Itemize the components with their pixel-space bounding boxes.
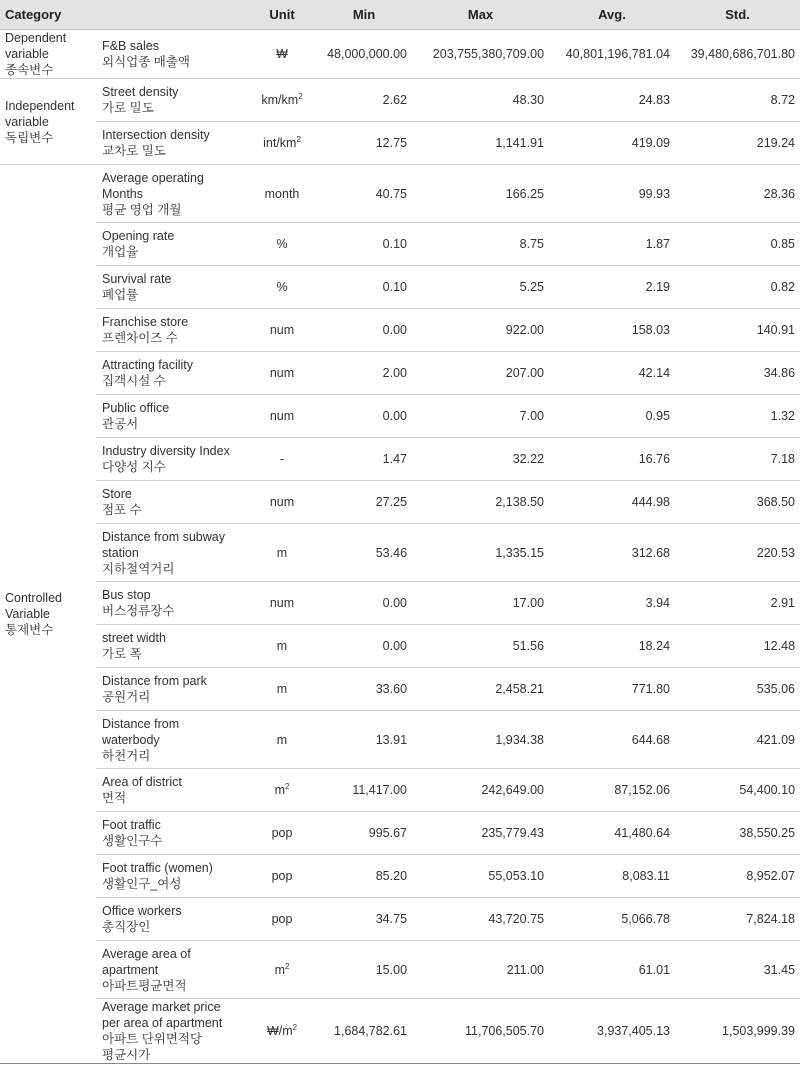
unit-text: int/km [263, 136, 297, 150]
variable-name-kr: 아파트 단위면적당 평균시가 [102, 1032, 203, 1062]
unit-cell [248, 582, 316, 625]
variable-name-en: Franchise store [102, 315, 189, 329]
min-value: 53.46 [316, 524, 412, 582]
max-value: 1,934.38 [412, 711, 549, 769]
unit-cell [248, 438, 316, 481]
unit-cell [248, 481, 316, 524]
avg-value: 0.95 [549, 395, 675, 438]
category-label-en: Independent [5, 98, 75, 113]
table-row [0, 582, 800, 625]
variable-name-en: Average operating [102, 170, 204, 185]
header-min: Min [316, 0, 412, 30]
category-label-kr: 종속변수 [5, 63, 54, 77]
unit-text: month [264, 186, 300, 201]
unit-superscript: 2 [285, 961, 290, 971]
table-row [0, 625, 800, 668]
max-value: 922.00 [412, 309, 549, 352]
variable-cell [96, 898, 248, 941]
variable-name-kr: 외식업종 매출액 [102, 55, 190, 69]
unit-superscript: 2 [298, 91, 303, 101]
table-row [0, 769, 800, 812]
variable-name-kr: 버스정류장수 [102, 604, 175, 618]
variable-name-kr: 생활인구_여성 [102, 877, 182, 891]
table-row [0, 223, 800, 266]
header-unit: Unit [248, 0, 316, 30]
max-value: 166.25 [412, 165, 549, 223]
max-value: 32.22 [412, 438, 549, 481]
variable-name-kr: 개업율 [102, 245, 139, 259]
variable-name-kr: 가로 밀도 [102, 101, 154, 115]
std-value: 1.32 [675, 395, 800, 438]
avg-value: 18.24 [549, 625, 675, 668]
min-value: 15.00 [316, 941, 412, 999]
unit-superscript: 2 [292, 1022, 298, 1032]
min-value: 34.75 [316, 898, 412, 941]
avg-value: 40,801,196,781.04 [549, 30, 675, 79]
unit-text: num [269, 409, 295, 423]
avg-value: 99.93 [549, 165, 675, 223]
variable-cell [96, 524, 248, 582]
std-value: 34.86 [675, 352, 800, 395]
max-value: 8.75 [412, 223, 549, 266]
category-cell [0, 165, 96, 1064]
std-value: 2.91 [675, 582, 800, 625]
max-value: 207.00 [412, 352, 549, 395]
unit-cell [248, 769, 316, 812]
min-value: 2.00 [316, 352, 412, 395]
variable-cell [96, 582, 248, 625]
variable-name-en: Foot traffic [102, 818, 161, 832]
variable-name-kr: 다양성 지수 [102, 460, 166, 474]
variable-cell [96, 223, 248, 266]
header-category: Category [0, 0, 248, 30]
variable-cell [96, 395, 248, 438]
category-label-en: variable [5, 114, 49, 129]
table-row [0, 941, 800, 999]
max-value: 7.00 [412, 395, 549, 438]
unit-cell [248, 30, 316, 79]
unit-text: m [274, 962, 285, 977]
table-row [0, 898, 800, 941]
variable-name-en: Street density [102, 85, 179, 99]
table-row [0, 266, 800, 309]
unit-cell [248, 855, 316, 898]
std-value: 140.91 [675, 309, 800, 352]
unit-text: km/km [261, 93, 299, 107]
table-row [0, 165, 800, 223]
std-value: 368.50 [675, 481, 800, 524]
variable-cell [96, 941, 248, 999]
variable-cell [96, 165, 248, 223]
unit-text: pop [271, 826, 293, 840]
variable-name-en: Average area of [102, 946, 191, 961]
variable-name-en: F&B sales [102, 39, 159, 53]
std-value: 0.85 [675, 223, 800, 266]
unit-cell [248, 812, 316, 855]
variable-name-kr: 폐업률 [102, 288, 139, 302]
variable-name-en: Average market price [102, 1000, 221, 1014]
variable-name-en: Office workers [102, 904, 182, 918]
min-value: 0.10 [316, 266, 412, 309]
variable-cell [96, 855, 248, 898]
std-value: 39,480,686,701.80 [675, 30, 800, 79]
max-value: 2,138.50 [412, 481, 549, 524]
unit-cell [248, 941, 316, 999]
variable-name-kr: 관공서 [102, 417, 139, 431]
unit-text: m [276, 682, 288, 696]
variable-name-en: Opening rate [102, 229, 175, 243]
min-value: 48,000,000.00 [316, 30, 412, 79]
unit-cell [248, 352, 316, 395]
variable-name-en: Store [102, 487, 132, 501]
table-row [0, 352, 800, 395]
variable-cell [96, 668, 248, 711]
variable-name-en: Distance from park [102, 674, 207, 688]
variable-name-en: Distance from subway [102, 529, 225, 544]
variable-name-en: Survival rate [102, 272, 172, 286]
min-value: 1.47 [316, 438, 412, 481]
min-value: 11,417.00 [316, 769, 412, 812]
variable-cell [96, 812, 248, 855]
variable-name-kr: 교차로 밀도 [102, 144, 166, 158]
unit-superscript: 2 [296, 134, 301, 144]
variable-name-en: Foot traffic (women) [102, 861, 213, 875]
variable-cell [96, 352, 248, 395]
max-value: 5.25 [412, 266, 549, 309]
std-value: 54,400.10 [675, 769, 800, 812]
min-value: 85.20 [316, 855, 412, 898]
unit-text: ₩ [276, 47, 288, 61]
std-value: 28.36 [675, 165, 800, 223]
variable-name-kr: 총직장인 [102, 920, 151, 934]
unit-text: pop [271, 869, 293, 883]
min-value: 0.00 [316, 625, 412, 668]
category-label-en: Dependent [5, 31, 67, 45]
variable-name-kr: 생활인구수 [102, 834, 163, 848]
variable-cell [96, 625, 248, 668]
variable-name-kr: 아파트평균면적 [102, 978, 187, 993]
avg-value: 42.14 [549, 352, 675, 395]
unit-superscript: 2 [285, 781, 290, 791]
variable-name-en: per area of apartment [102, 1016, 223, 1030]
avg-value: 158.03 [549, 309, 675, 352]
std-value: 1,503,999.39 [675, 999, 800, 1064]
category-cell [0, 79, 96, 165]
unit-cell [248, 122, 316, 165]
variable-cell [96, 122, 248, 165]
variable-cell [96, 30, 248, 79]
avg-value: 3,937,405.13 [549, 999, 675, 1064]
unit-cell [248, 79, 316, 122]
min-value: 0.10 [316, 223, 412, 266]
unit-cell [248, 165, 316, 223]
avg-value: 5,066.78 [549, 898, 675, 941]
variable-name-en: Attracting facility [102, 358, 194, 372]
unit-text: m [276, 732, 288, 747]
header-std: Std. [675, 0, 800, 30]
table-row [0, 122, 800, 165]
std-value: 535.06 [675, 668, 800, 711]
unit-text: num [269, 366, 295, 380]
table-row [0, 481, 800, 524]
table-row [0, 855, 800, 898]
std-value: 31.45 [675, 941, 800, 999]
avg-value: 87,152.06 [549, 769, 675, 812]
min-value: 995.67 [316, 812, 412, 855]
variable-name-en: waterbody [102, 732, 160, 747]
avg-value: 41,480.64 [549, 812, 675, 855]
min-value: 0.00 [316, 582, 412, 625]
avg-value: 16.76 [549, 438, 675, 481]
avg-value: 1.87 [549, 223, 675, 266]
min-value: 1,684,782.61 [316, 999, 412, 1064]
max-value: 203,755,380,709.00 [412, 30, 549, 79]
min-value: 12.75 [316, 122, 412, 165]
header-avg: Avg. [549, 0, 675, 30]
min-value: 2.62 [316, 79, 412, 122]
max-value: 43,720.75 [412, 898, 549, 941]
max-value: 211.00 [412, 941, 549, 999]
variable-name-en: street width [102, 631, 166, 645]
variable-name-en: station [102, 545, 139, 560]
max-value: 55,053.10 [412, 855, 549, 898]
variable-cell [96, 309, 248, 352]
std-value: 220.53 [675, 524, 800, 582]
variable-name-kr: 지하철역거리 [102, 561, 175, 576]
max-value: 235,779.43 [412, 812, 549, 855]
min-value: 33.60 [316, 668, 412, 711]
variable-cell [96, 769, 248, 812]
avg-value: 771.80 [549, 668, 675, 711]
std-value: 0.82 [675, 266, 800, 309]
unit-cell [248, 711, 316, 769]
category-label-en: variable [5, 47, 49, 61]
variable-name-kr: 하천거리 [102, 748, 151, 763]
min-value: 0.00 [316, 395, 412, 438]
category-label-en: Variable [5, 607, 50, 621]
variable-name-kr: 가로 폭 [102, 647, 142, 661]
variable-cell [96, 999, 248, 1064]
table-row [0, 668, 800, 711]
std-value: 7.18 [675, 438, 800, 481]
std-value: 38,550.25 [675, 812, 800, 855]
unit-text: m [274, 783, 285, 797]
avg-value: 644.68 [549, 711, 675, 769]
unit-cell [248, 524, 316, 582]
max-value: 48.30 [412, 79, 549, 122]
avg-value: 8,083.11 [549, 855, 675, 898]
std-value: 7,824.18 [675, 898, 800, 941]
unit-cell [248, 999, 316, 1064]
max-value: 2,458.21 [412, 668, 549, 711]
category-cell [0, 30, 96, 79]
unit-text: num [269, 323, 295, 337]
variable-name-en: Months [102, 186, 143, 201]
unit-cell [248, 898, 316, 941]
table-row [0, 711, 800, 769]
std-value: 421.09 [675, 711, 800, 769]
avg-value: 24.83 [549, 79, 675, 122]
std-value: 8,952.07 [675, 855, 800, 898]
header-row [0, 0, 800, 30]
unit-cell [248, 668, 316, 711]
unit-cell [248, 223, 316, 266]
table-row [0, 79, 800, 122]
variable-name-en: apartment [102, 962, 159, 977]
table-row [0, 309, 800, 352]
variable-name-en: Intersection density [102, 128, 210, 142]
table-row [0, 30, 800, 79]
table-row [0, 438, 800, 481]
table-row [0, 524, 800, 582]
unit-text: - [279, 452, 285, 466]
variable-name-en: Public office [102, 401, 170, 415]
max-value: 51.56 [412, 625, 549, 668]
min-value: 27.25 [316, 481, 412, 524]
variable-name-kr: 프렌차이즈 수 [102, 331, 178, 345]
table-row [0, 812, 800, 855]
variable-name-en: Area of district [102, 775, 182, 789]
table-row [0, 999, 800, 1064]
unit-cell [248, 309, 316, 352]
unit-text: % [276, 237, 288, 251]
variable-cell [96, 266, 248, 309]
max-value: 1,335.15 [412, 524, 549, 582]
avg-value: 312.68 [549, 524, 675, 582]
variable-cell [96, 79, 248, 122]
avg-value: 444.98 [549, 481, 675, 524]
variable-name-kr: 평균 영업 개월 [102, 202, 182, 217]
unit-text: m [276, 545, 288, 560]
variable-name-en: Bus stop [102, 588, 151, 602]
avg-value: 419.09 [549, 122, 675, 165]
table-body [0, 30, 800, 1064]
unit-text: m [276, 639, 288, 653]
min-value: 13.91 [316, 711, 412, 769]
unit-cell [248, 266, 316, 309]
unit-text: % [276, 280, 288, 294]
variable-cell [96, 481, 248, 524]
variable-cell [96, 711, 248, 769]
unit-text: ₩/m [266, 1024, 293, 1038]
category-label-en: Controlled [5, 591, 62, 605]
max-value: 17.00 [412, 582, 549, 625]
avg-value: 61.01 [549, 941, 675, 999]
variable-name-kr: 면적 [102, 791, 127, 805]
variable-cell [96, 438, 248, 481]
unit-text: num [269, 495, 295, 509]
header-max: Max [412, 0, 549, 30]
unit-text: pop [271, 912, 293, 926]
max-value: 1,141.91 [412, 122, 549, 165]
table-row [0, 395, 800, 438]
max-value: 11,706,505.70 [412, 999, 549, 1064]
min-value: 40.75 [316, 165, 412, 223]
variable-name-en: Industry diversity Index [102, 444, 230, 458]
min-value: 0.00 [316, 309, 412, 352]
variable-name-en: Distance from [102, 716, 180, 731]
variable-name-kr: 집객시설 수 [102, 374, 166, 388]
std-value: 12.48 [675, 625, 800, 668]
category-label-kr: 독립변수 [5, 130, 54, 145]
variable-name-kr: 공원거리 [102, 690, 151, 704]
avg-value: 2.19 [549, 266, 675, 309]
unit-text: num [269, 596, 295, 610]
category-label-kr: 통제변수 [5, 623, 54, 637]
std-value: 8.72 [675, 79, 800, 122]
max-value: 242,649.00 [412, 769, 549, 812]
variable-name-kr: 점포 수 [102, 503, 142, 517]
avg-value: 3.94 [549, 582, 675, 625]
std-value: 219.24 [675, 122, 800, 165]
unit-cell [248, 395, 316, 438]
unit-cell [248, 625, 316, 668]
